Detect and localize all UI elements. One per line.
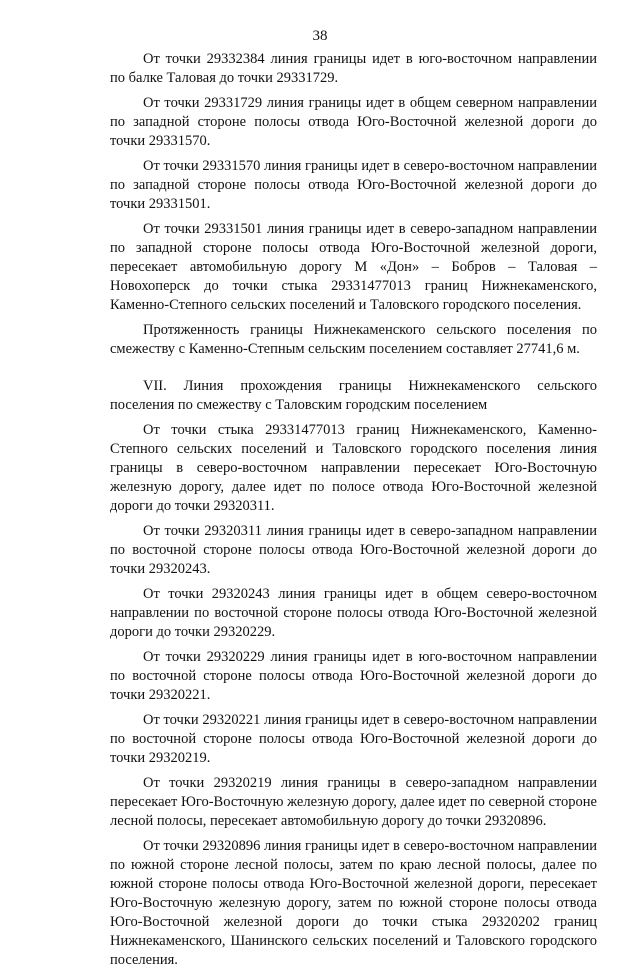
- paragraph: От точки 29320221 линия границы идет в северо-восточном направлении по восточной стороне полосы отвода Юго-Восточной железной дороги до точки 29320219.: [110, 712, 597, 766]
- section-heading: VII. Линия прохождения границы Нижнекаменского сельского поселения по смежеству с Таловским городским поселением: [110, 378, 597, 413]
- paragraph: От точки 29331501 линия границы идет в северо-западном направлении по западной стороне полосы отвода Юго-Восточной железной дороги, пересекает автомобильную дорогу М «Дон» – Бобров – Таловая – Новохоперск до точки стыка 29331477013 границ Нижнекаменского, Каменно-Степного сельских поселений и Таловского городского поселения.: [110, 221, 597, 313]
- paragraph: От точки 29331729 линия границы идет в общем северном направлении по западной стороне полосы отвода Юго-Восточной железной дороги до точки 29331570.: [110, 95, 597, 149]
- paragraph: От точки 29320229 линия границы идет в юго-восточном направлении по восточной стороне полосы отвода Юго-Восточной железной дороги до точки 29320221.: [110, 649, 597, 703]
- paragraph: От точки 29320896 линия границы идет в северо-восточном направлении по южной стороне лесной полосы, затем по краю лесной полосы, далее по южной стороне полосы отвода Юго-Восточной железной дороги, пересекает Юго-Восточную железную дорогу, затем по южной стороне полосы отвода Юго-Восточной железной дороги до точки стыка 29320202 границ Нижнекаменского, Шанинского сельских поселений и Таловского городского поселения.: [110, 838, 597, 968]
- paragraph: От точки 29331570 линия границы идет в северо-восточном направлении по западной стороне полосы отвода Юго-Восточной железной дороги до точки 29331501.: [110, 158, 597, 212]
- document-body: [110, 50, 597, 976]
- paragraph: Протяженность границы Нижнекаменского сельского поселения по смежеству с Каменно-Степным сельским поселением составляет 27741,6 м.: [110, 322, 597, 357]
- paragraph: От точки стыка 29331477013 границ Нижнекаменского, Каменно-Степного сельских поселений и Таловского городского поселения линия границы в северо-восточном направлении пересекает Юго-Восточную железную дорогу, далее идет по полосе отвода Юго-Восточной железной дороги до точки 29320311.: [110, 422, 597, 514]
- paragraph: От точки 29320311 линия границы идет в северо-западном направлении по восточной стороне полосы отвода Юго-Восточной железной дороги до точки 29320243.: [110, 523, 597, 577]
- section-gap: [110, 365, 597, 377]
- paragraph: От точки 29320243 линия границы идет в общем северо-восточном направлении по восточной стороне полосы отвода Юго-Восточной железной дороги до точки 29320229.: [110, 586, 597, 640]
- paragraph: От точки 29320219 линия границы в северо-западном направлении пересекает Юго-Восточную железную дорогу, далее идет по северной стороне лесной полосы, пересекает автомобильную дорогу до точки 29320896.: [110, 775, 597, 829]
- paragraph: От точки 29332384 линия границы идет в юго-восточном направлении по балке Таловая до точки 29331729.: [110, 51, 597, 86]
- page-number: 38: [312, 28, 328, 44]
